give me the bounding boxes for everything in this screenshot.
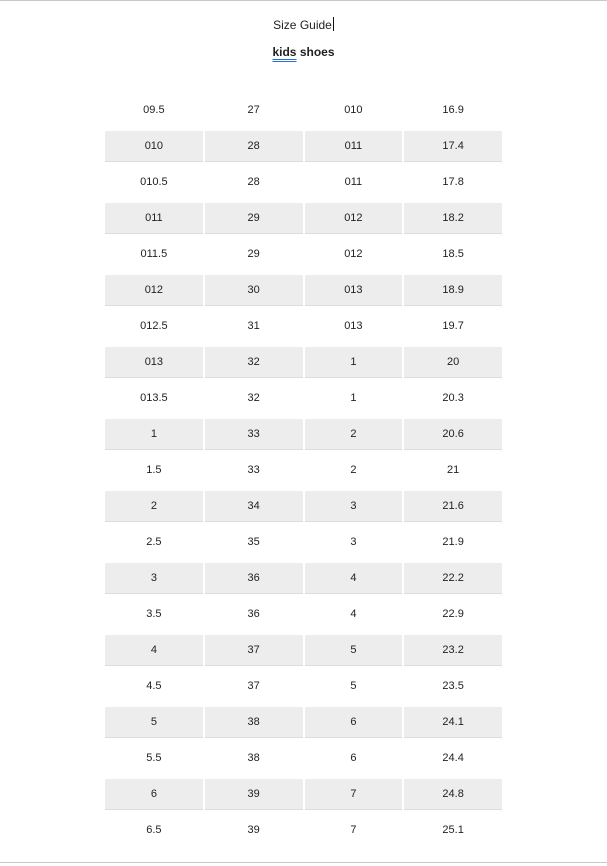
table-row [105, 560, 502, 596]
table-cell[interactable]: 24.8 [404, 779, 502, 810]
table-cell[interactable]: 013.5 [140, 392, 168, 404]
table-cell[interactable]: 012 [344, 248, 363, 260]
size-table [105, 92, 502, 848]
table-cell[interactable]: 20.6 [404, 419, 502, 450]
table-cell[interactable]: 38 [247, 752, 260, 764]
table-cell[interactable]: 18.9 [404, 275, 502, 306]
table-cell[interactable]: 09.5 [143, 104, 165, 116]
table-cell[interactable]: 17.4 [404, 131, 502, 162]
table-cell[interactable]: 010 [105, 131, 203, 162]
table-cell[interactable]: 012 [305, 203, 403, 234]
table-cell[interactable]: 29 [247, 248, 260, 260]
table-row [105, 236, 502, 272]
table-cell[interactable]: 29 [205, 203, 303, 234]
table-cell[interactable]: 23.2 [404, 635, 502, 666]
table-row [105, 812, 502, 848]
subtitle-word-kids[interactable]: kids [272, 45, 297, 59]
table-cell[interactable]: 28 [205, 131, 303, 162]
table-cell[interactable]: 1 [305, 347, 403, 378]
table-row [105, 488, 502, 524]
table-cell[interactable]: 011 [105, 203, 203, 234]
table-row [105, 452, 502, 488]
table-cell[interactable]: 3.5 [146, 608, 162, 620]
table-cell[interactable]: 2.5 [146, 536, 162, 548]
table-row [105, 128, 502, 164]
table-cell[interactable]: 24.1 [404, 707, 502, 738]
table-cell[interactable]: 6 [105, 779, 203, 810]
table-cell[interactable]: 1 [105, 419, 203, 450]
table-cell[interactable]: 5 [305, 635, 403, 666]
table-row [105, 308, 502, 344]
table-cell[interactable]: 2 [105, 491, 203, 522]
table-row [105, 632, 502, 668]
table-cell[interactable]: 011.5 [140, 248, 168, 260]
table-cell[interactable]: 31 [247, 320, 260, 332]
table-cell[interactable]: 4.5 [146, 680, 162, 692]
table-cell[interactable]: 16.9 [442, 104, 464, 116]
table-cell[interactable]: 5 [350, 680, 357, 692]
table-cell[interactable]: 21.6 [404, 491, 502, 522]
table-cell[interactable]: 28 [247, 176, 260, 188]
table-cell[interactable]: 6.5 [146, 824, 162, 836]
table-cell[interactable]: 18.5 [442, 248, 464, 260]
page-bottom-border [0, 862, 607, 863]
table-cell[interactable]: 3 [105, 563, 203, 594]
table-cell[interactable]: 6 [305, 707, 403, 738]
table-cell[interactable]: 011 [305, 131, 403, 162]
table-row [105, 776, 502, 812]
table-cell[interactable]: 36 [205, 563, 303, 594]
table-cell[interactable]: 5.5 [146, 752, 162, 764]
table-cell[interactable]: 21 [447, 464, 460, 476]
table-row [105, 200, 502, 236]
table-cell[interactable]: 39 [205, 779, 303, 810]
table-row [105, 416, 502, 452]
table-cell[interactable]: 33 [247, 464, 260, 476]
table-cell[interactable]: 2 [350, 464, 357, 476]
table-row [105, 272, 502, 308]
table-cell[interactable]: 2 [305, 419, 403, 450]
table-cell[interactable]: 19.7 [442, 320, 464, 332]
table-cell[interactable]: 38 [205, 707, 303, 738]
table-row [105, 704, 502, 740]
table-cell[interactable]: 012.5 [140, 320, 168, 332]
table-cell[interactable]: 36 [247, 608, 260, 620]
table-row [105, 740, 502, 776]
subtitle-word-shoes[interactable]: shoes [299, 45, 335, 59]
table-row [105, 524, 502, 560]
table-cell[interactable]: 20 [404, 347, 502, 378]
table-cell[interactable]: 1 [350, 392, 357, 404]
table-cell[interactable]: 17.8 [442, 176, 464, 188]
table-cell[interactable]: 18.2 [404, 203, 502, 234]
table-row [105, 92, 502, 128]
table-cell[interactable]: 23.5 [442, 680, 464, 692]
table-cell[interactable]: 27 [247, 104, 260, 116]
table-cell[interactable]: 22.2 [404, 563, 502, 594]
table-cell[interactable]: 3 [305, 491, 403, 522]
table-cell[interactable]: 4 [105, 635, 203, 666]
table-cell[interactable]: 010 [344, 104, 363, 116]
table-cell[interactable]: 25.1 [442, 824, 464, 836]
table-cell[interactable]: 33 [205, 419, 303, 450]
table-row [105, 164, 502, 200]
text-cursor [333, 17, 334, 31]
table-cell[interactable]: 30 [205, 275, 303, 306]
table-cell[interactable]: 4 [350, 608, 357, 620]
table-cell[interactable]: 24.4 [442, 752, 464, 764]
table-row [105, 344, 502, 380]
table-cell[interactable]: 32 [247, 392, 260, 404]
table-row [105, 380, 502, 416]
table-cell[interactable]: 1.5 [146, 464, 162, 476]
table-cell[interactable]: 22.9 [442, 608, 464, 620]
table-cell[interactable]: 32 [205, 347, 303, 378]
table-row [105, 596, 502, 632]
table-cell[interactable]: 010.5 [140, 176, 168, 188]
document-title-text[interactable]: Size Guide [273, 18, 332, 32]
table-cell[interactable]: 4 [305, 563, 403, 594]
table-cell[interactable]: 013 [344, 320, 363, 332]
table-cell[interactable]: 37 [205, 635, 303, 666]
table-cell[interactable]: 7 [305, 779, 403, 810]
table-cell[interactable]: 37 [247, 680, 260, 692]
table-cell[interactable]: 34 [205, 491, 303, 522]
table-cell[interactable]: 35 [247, 536, 260, 548]
table-cell[interactable]: 011 [344, 176, 363, 188]
table-cell[interactable]: 3 [350, 536, 357, 548]
table-cell[interactable]: 20.3 [442, 392, 464, 404]
table-cell[interactable]: 013 [105, 347, 203, 378]
page-top-border [0, 0, 607, 1]
table-cell[interactable]: 013 [305, 275, 403, 306]
table-cell[interactable]: 21.9 [442, 536, 464, 548]
table-cell[interactable]: 39 [247, 824, 260, 836]
document-subtitle[interactable] [0, 44, 607, 60]
document-title[interactable] [0, 17, 607, 33]
table-row [105, 668, 502, 704]
table-cell[interactable]: 5 [105, 707, 203, 738]
table-cell[interactable]: 6 [350, 752, 357, 764]
table-cell[interactable]: 7 [350, 824, 357, 836]
table-cell[interactable]: 012 [105, 275, 203, 306]
